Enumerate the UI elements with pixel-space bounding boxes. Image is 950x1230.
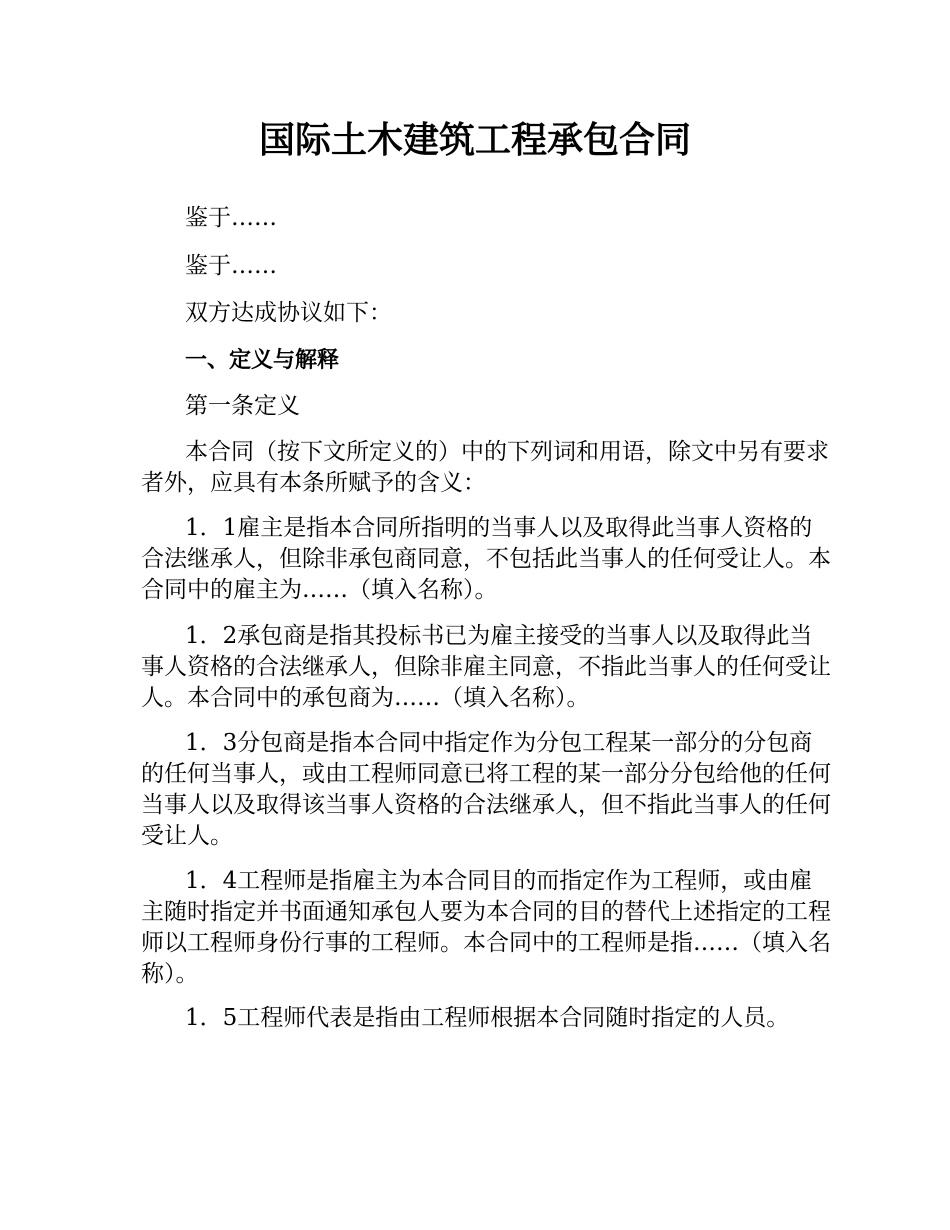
definitions-intro: 本合同（按下文所定义的）中的下列词和用语，除文中另有要求者外，应具有本条所赋予的含义：: [141, 439, 829, 496]
definition-1-3-subcontractor: 1．3分包商是指本合同中指定作为分包工程某一部分的分包商的任何当事人，或由工程师同意已将工程的某一部分分包给他的任何当事人以及取得该当事人资格的合法继承人，但不指此当事人的任何受让人。: [141, 730, 831, 849]
definition-1-1-employer: 1．1雇主是指本合同所指明的当事人以及取得此当事人资格的合法继承人，但除非承包商同意，不包括此当事人的任何受让人。本合同中的雇主为……（填入名称）。: [141, 515, 831, 603]
document-title: 国际土木建筑工程承包合同: [258, 120, 691, 161]
agreement-statement: 双方达成协议如下：: [185, 300, 392, 326]
definition-1-2-contractor: 1．2承包商是指其投标书已为雇主接受的当事人以及取得此当事人资格的合法继承人，但除非雇主同意，不指此当事人的任何受让人。本合同中的承包商为……（填入名称）。: [141, 623, 831, 711]
whereas-clause-2: 鉴于……: [185, 253, 277, 279]
article-heading-1: 第一条定义: [185, 393, 300, 419]
whereas-clause-1: 鉴于……: [185, 205, 277, 231]
definition-1-5-engineer-representative: 1．5工程师代表是指由工程师根据本合同随时指定的人员。: [185, 1005, 790, 1031]
section-heading-definitions: 一、定义与解释: [185, 348, 340, 373]
definition-1-4-engineer: 1．4工程师是指雇主为本合同目的而指定作为工程师，或由雇主随时指定并书面通知承包人要为本合同的目的替代上述指定的工程师以工程师身份行事的工程师。本合同中的工程师是指……（填入名称）。: [141, 868, 831, 987]
